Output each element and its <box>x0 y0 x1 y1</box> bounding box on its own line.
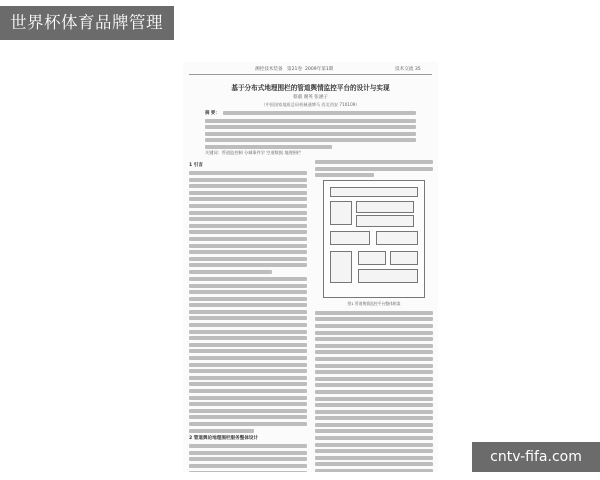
section-heading-design: 2 管道舆论地理围栏服务整体设计 <box>189 436 259 442</box>
site-title-overlay: 世界杯体育品牌管理 <box>0 6 174 40</box>
architecture-figure <box>323 180 425 298</box>
running-header-volume: 第21卷 <box>287 67 303 72</box>
running-header-journal: 测控技术装备 <box>255 67 283 72</box>
figure-caption: 图1 管道舆情监控平台整体框架 <box>347 300 401 306</box>
header-rule <box>189 74 432 75</box>
running-header-issue: 2009年第1期 <box>305 67 334 72</box>
paper-page <box>183 62 438 472</box>
paper-title: 基于分布式地理围栏的管道舆情监控平台的设计与实现 <box>231 84 390 92</box>
right-column <box>315 160 433 472</box>
paper-affiliation: （中国国家地质总局机械通博马 西北西安 710109） <box>261 102 360 107</box>
paper-keywords: 关键词：管道监控制 分域事件学 空道数据 地理围栏 <box>205 150 302 155</box>
left-column <box>189 160 307 472</box>
paper-authors: 蔡淑 谢英 张涵子 <box>292 95 329 100</box>
section-heading-intro: 1 引言 <box>189 163 203 168</box>
abstract-label: 摘 要： <box>205 111 220 116</box>
abstract-block <box>205 110 416 152</box>
site-url-overlay: cntv-fifa.com <box>472 442 600 472</box>
running-header-section: 技术交流 35 <box>395 67 421 72</box>
